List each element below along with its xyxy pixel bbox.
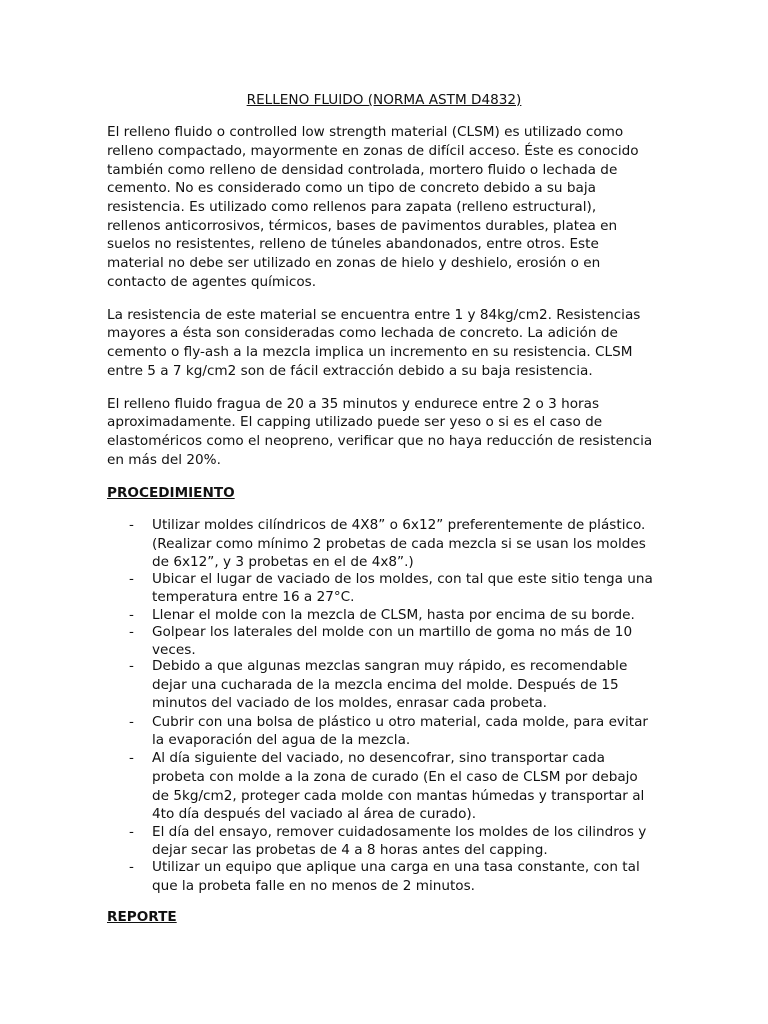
list-item-line: temperatura entre 16 a 27°C. <box>152 589 355 605</box>
paragraph-line: El relleno fluido o controlled low strength material (CLSM) es utilizado como <box>107 124 624 140</box>
list-item-line: Ubicar el lugar de vaciado de los moldes, con tal que este sitio tenga una <box>152 571 653 587</box>
paragraph-line: La resistencia de este material se encuentra entre 1 y 84kg/cm2. Resistencias <box>107 307 641 323</box>
paragraph-line: cemento o fly-ash a la mezcla implica un incremento en su resistencia. CLSM <box>107 344 633 360</box>
paragraph-line: en más del 20%. <box>107 452 221 468</box>
list-item-line: Golpear los laterales del molde con un martillo de goma no más de 10 <box>152 624 633 640</box>
paragraph-line: material no debe ser utilizado en zonas de hielo y deshielo, erosión o en <box>107 255 601 271</box>
paragraph-line: entre 5 a 7 kg/cm2 son de fácil extracción debido a su baja resistencia. <box>107 363 593 379</box>
list-bullet: - <box>129 824 134 840</box>
list-item-line: veces. <box>152 642 196 658</box>
list-item-line: Debido a que algunas mezclas sangran muy rápido, es recomendable <box>152 658 628 674</box>
paragraph-line: El relleno fluido fragua de 20 a 35 minutos y endurece entre 2 o 3 horas <box>107 396 600 412</box>
list-item-line: Utilizar moldes cilíndricos de 4X8” o 6x12” preferentemente de plástico. <box>152 517 646 533</box>
paragraph-line: también como relleno de densidad controlada, mortero fluido o lechada de <box>107 162 618 178</box>
paragraph-line: contacto de agentes químicos. <box>107 274 317 290</box>
list-bullet: - <box>129 571 134 587</box>
document-title: RELLENO FLUIDO (NORMA ASTM D4832) <box>246 92 522 108</box>
paragraph-line: cemento. No es considerado como un tipo de concreto debido a su baja <box>107 180 596 196</box>
paragraph-line: rellenos anticorrosivos, térmicos, bases de pavimentos durables, platea en <box>107 218 618 234</box>
list-bullet: - <box>129 624 134 640</box>
list-item-line: Cubrir con una bolsa de plástico u otro material, cada molde, para evitar <box>152 714 649 730</box>
list-item-line: la evaporación del agua de la mezcla. <box>152 732 411 748</box>
list-bullet: - <box>129 750 134 766</box>
list-item-line: (Realizar como mínimo 2 probetas de cada mezcla si se usan los moldes <box>152 536 646 552</box>
list-item-line: de 5kg/cm2, proteger cada molde con mantas húmedas y transportar al <box>152 788 645 804</box>
list-bullet: - <box>129 607 134 623</box>
list-item-line: probeta con molde a la zona de curado (En el caso de CLSM por debajo <box>152 769 638 785</box>
paragraph-line: mayores a ésta son consideradas como lechada de concreto. La adición de <box>107 325 618 341</box>
list-item-line: dejar una cucharada de la mezcla encima del molde. Después de 15 <box>152 677 619 693</box>
paragraph-line: resistencia. Es utilizado como rellenos para zapata (relleno estructural), <box>107 199 597 215</box>
section-heading-procedimiento: PROCEDIMIENTO <box>107 485 235 501</box>
list-item-line: Utilizar un equipo que aplique una carga en una tasa constante, con tal <box>152 859 640 875</box>
list-bullet: - <box>129 658 134 674</box>
paragraph-line: suelos no resistentes, relleno de túneles abandonados, entre otros. Este <box>107 236 599 252</box>
list-item-line: 4to día después del vaciado al área de curado). <box>152 806 477 822</box>
list-bullet: - <box>129 714 134 730</box>
paragraph-line: relleno compactado, mayormente en zonas de difícil acceso. Éste es conocido <box>107 143 639 159</box>
list-item-line: Al día siguiente del vaciado, no desencofrar, sino transportar cada <box>152 750 605 766</box>
list-bullet: - <box>129 517 134 533</box>
list-bullet: - <box>129 859 134 875</box>
paragraph-line: aproximadamente. El capping utilizado puede ser yeso o si es el caso de <box>107 414 603 430</box>
list-item-line: de 6x12”, y 3 probetas en el de 4x8”.) <box>152 554 414 570</box>
list-item-line: dejar secar las probetas de 4 a 8 horas antes del capping. <box>152 842 548 858</box>
paragraph-line: elastoméricos como el neopreno, verificar que no haya reducción de resistencia <box>107 433 653 449</box>
list-item-line: que la probeta falle en no menos de 2 minutos. <box>152 878 475 894</box>
section-heading-reporte: REPORTE <box>107 909 177 925</box>
list-item-line: Llenar el molde con la mezcla de CLSM, hasta por encima de su borde. <box>152 607 635 623</box>
list-item-line: minutos del vaciado de los moldes, enrasar cada probeta. <box>152 695 547 711</box>
list-item-line: El día del ensayo, remover cuidadosamente los moldes de los cilindros y <box>152 824 647 840</box>
